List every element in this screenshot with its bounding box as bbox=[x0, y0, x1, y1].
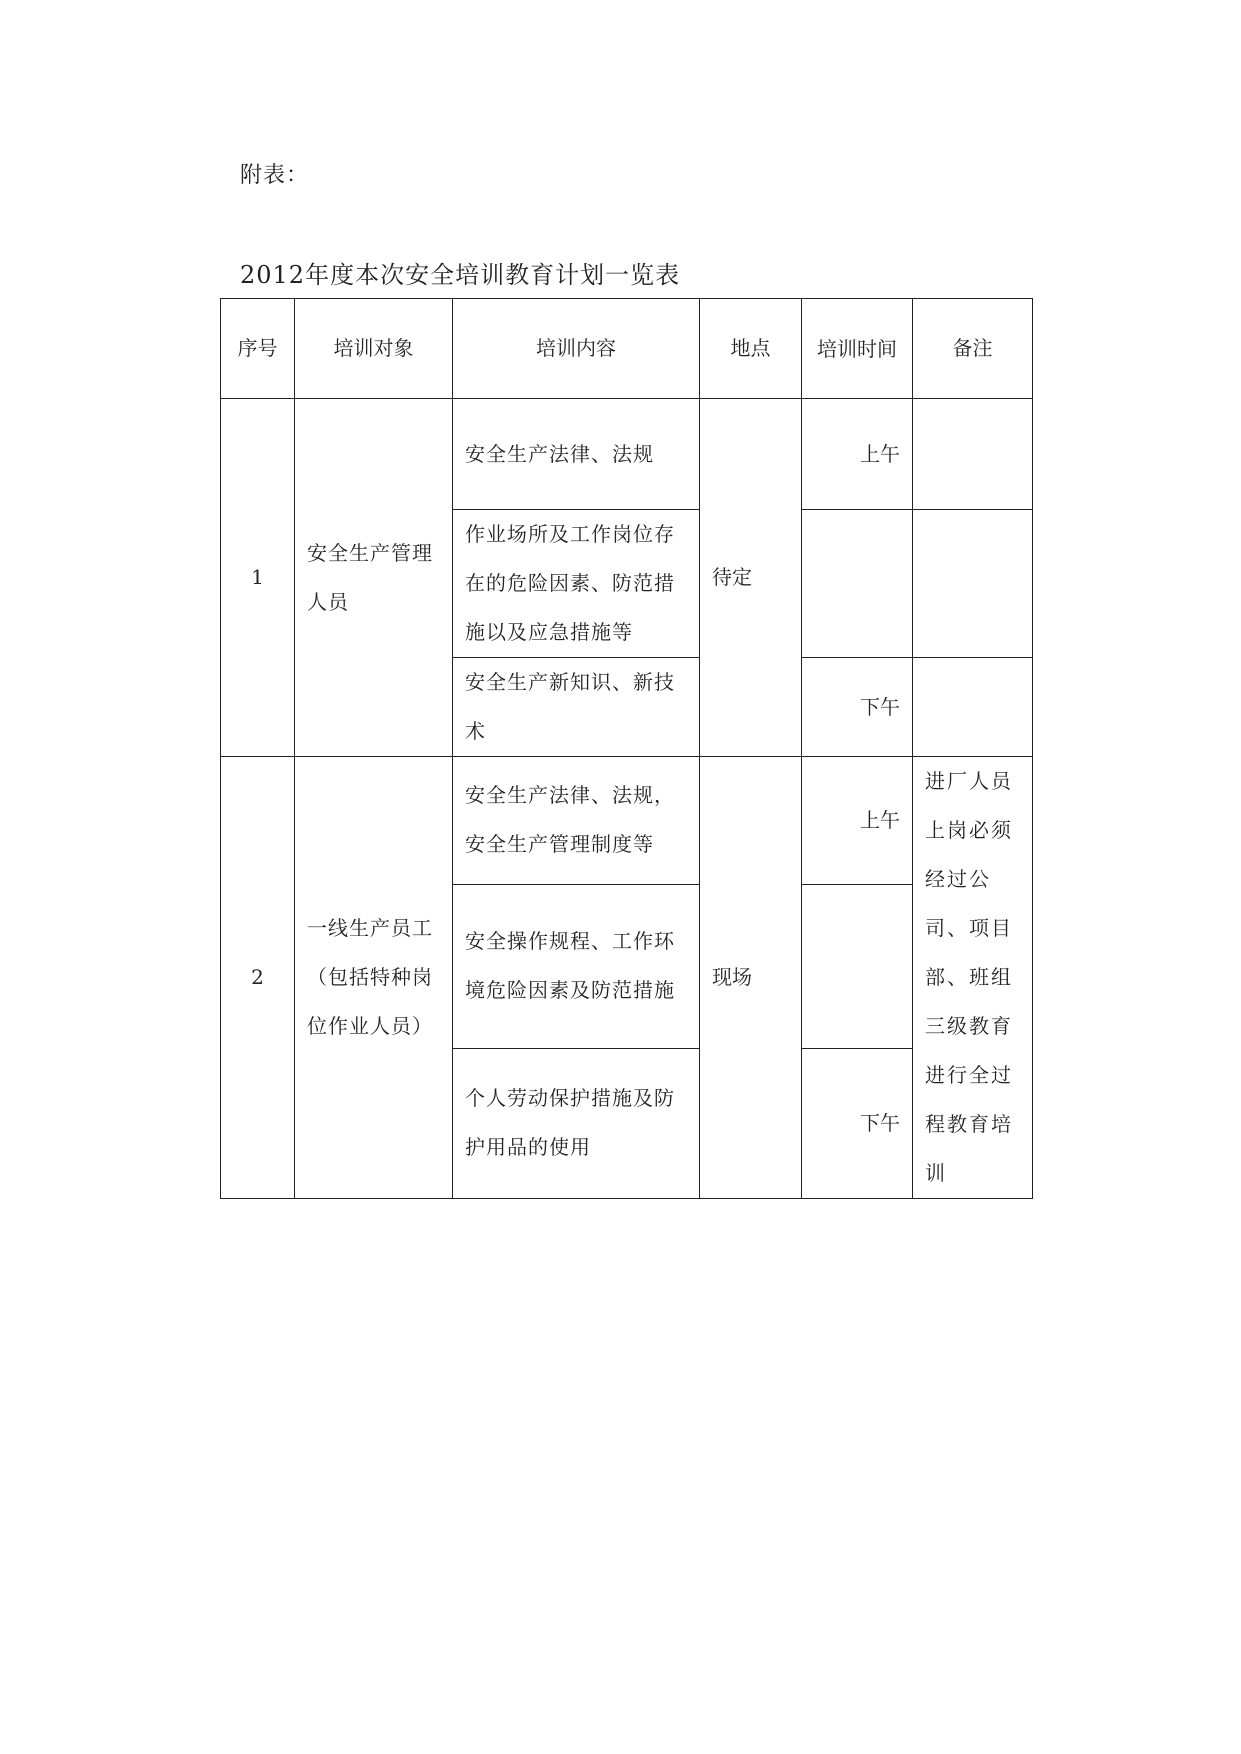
header-note: 备注 bbox=[913, 299, 1033, 399]
row-seq: 1 bbox=[221, 399, 295, 757]
row-time: 上午 bbox=[802, 757, 913, 885]
table-row bbox=[221, 757, 1033, 885]
header-seq: 序号 bbox=[221, 299, 295, 399]
row-note bbox=[913, 510, 1033, 658]
header-target: 培训对象 bbox=[295, 299, 453, 399]
row-content: 个人劳动保护措施及防护用品的使用 bbox=[453, 1048, 700, 1198]
table-header-row bbox=[221, 299, 1033, 399]
row-content: 作业场所及工作岗位存在的危险因素、防范措施以及应急措施等 bbox=[453, 510, 700, 658]
table-row bbox=[221, 399, 1033, 510]
row-location: 待定 bbox=[700, 399, 802, 757]
attachment-heading: 附表： bbox=[240, 163, 310, 188]
row-time: 下午 bbox=[802, 1048, 913, 1198]
header-content: 培训内容 bbox=[453, 299, 700, 399]
row-note bbox=[913, 658, 1033, 757]
row-content: 安全操作规程、工作环境危险因素及防范措施 bbox=[453, 884, 700, 1048]
row-time bbox=[802, 884, 913, 1048]
row-location: 现场 bbox=[700, 757, 802, 1199]
header-time: 培训时间 bbox=[802, 299, 913, 399]
row-time bbox=[802, 510, 913, 658]
row-seq: 2 bbox=[221, 757, 295, 1199]
row-target: 一线生产员工（包括特种岗位作业人员） bbox=[295, 757, 453, 1199]
row-content: 安全生产法律、法规，安全生产管理制度等 bbox=[453, 757, 700, 885]
row-target: 安全生产管理人员 bbox=[295, 399, 453, 757]
row-time: 上午 bbox=[802, 399, 913, 510]
row-content: 安全生产新知识、新技术 bbox=[453, 658, 700, 757]
table-title: 2012年度本次安全培训教育计划一览表 bbox=[240, 261, 681, 289]
header-location: 地点 bbox=[700, 299, 802, 399]
training-plan-table bbox=[220, 298, 1033, 1199]
row-content: 安全生产法律、法规 bbox=[453, 399, 700, 510]
row-note bbox=[913, 399, 1033, 510]
row-note: 进厂人员上岗必须经过公司、项目部、班组三级教育进行全过程教育培训 bbox=[913, 757, 1033, 1199]
row-time: 下午 bbox=[802, 658, 913, 757]
